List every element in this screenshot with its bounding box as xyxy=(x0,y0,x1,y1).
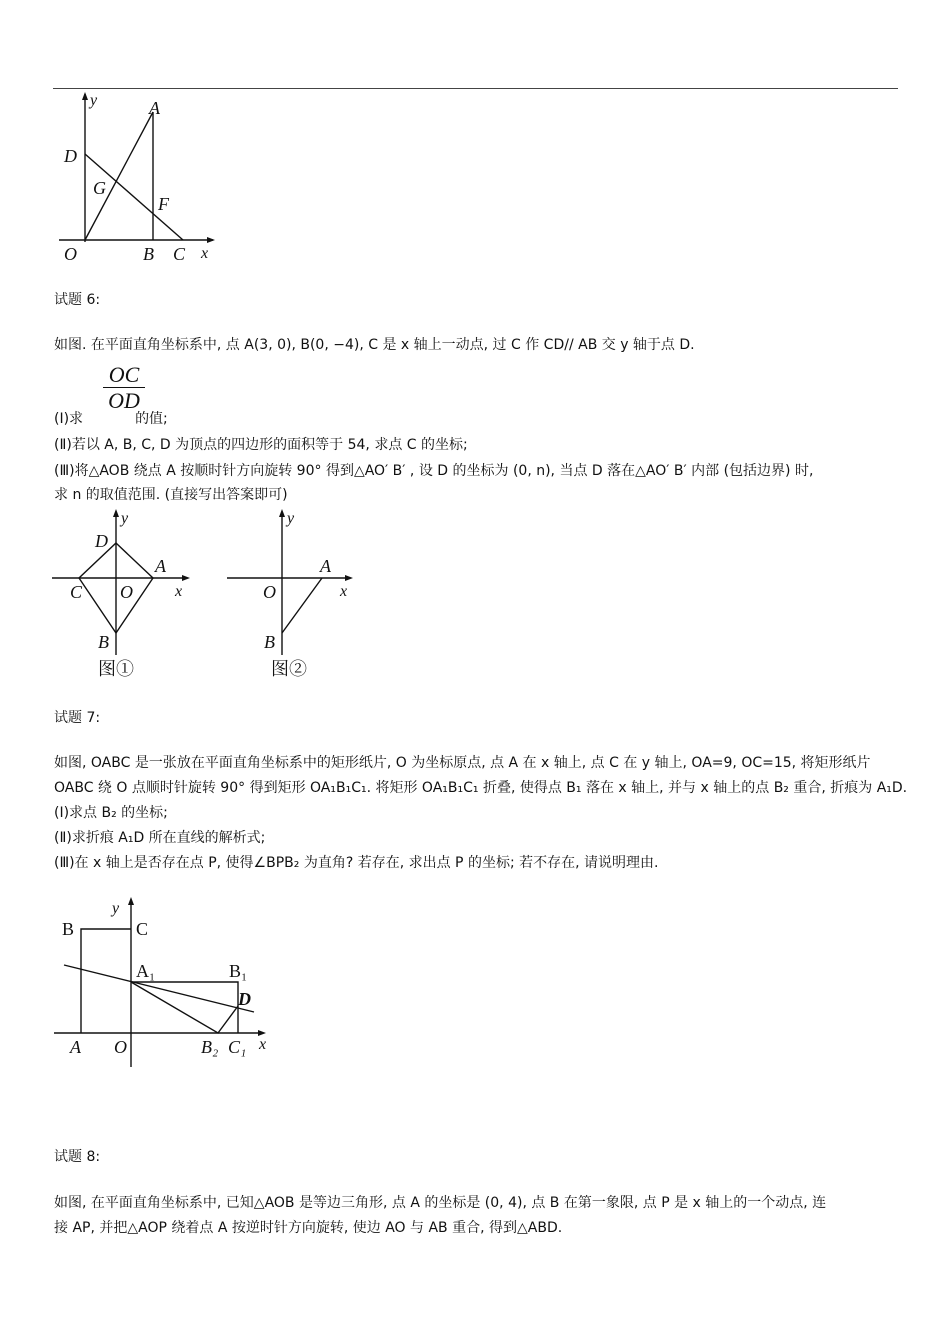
label-x: x xyxy=(175,583,183,600)
q6-line-2 xyxy=(54,410,168,428)
segment-ab xyxy=(282,578,322,633)
q7-line-3: (Ⅰ)求点 B₂ 的坐标; xyxy=(54,805,168,821)
label-c: C xyxy=(70,582,83,602)
label-a: A xyxy=(149,98,160,118)
y-arrow xyxy=(82,92,88,100)
fraction-numerator: OC xyxy=(108,362,140,387)
segment-oa xyxy=(85,112,153,240)
q7-heading: 试题 7: xyxy=(54,710,101,726)
q7-line-1: 如图, OABC 是一张放在平面直角坐标系中的矩形纸片, O 为坐标原点, 点 A 在 x 轴上, 点 C 在 y 轴上, OA=9, OC=15, 将矩形纸片 xyxy=(54,755,871,771)
q8-line-2: 接 AP, 并把△AOP 绕着点 A 按逆时针方向旋转, 使边 AO 与 AB 重合, 得到△ABD. xyxy=(54,1220,563,1236)
x-arrow xyxy=(182,575,190,581)
label-b: B xyxy=(98,632,109,652)
label-c1: C₁ xyxy=(228,1037,247,1057)
label-a: A xyxy=(155,556,166,576)
q6-line-5: 求 n 的取值范围. (直接写出答案即可) xyxy=(54,487,288,503)
q6-line-4: (Ⅲ)将△AOB 绕点 A 按顺时针方向旋转 90° 得到△AO′ B′ , 设 D 的坐标为 (0, n), 当点 D 落在△AO′ B′ 内部 (包括边界) 时, xyxy=(54,463,814,479)
label-c: C xyxy=(173,244,186,264)
label-g: G xyxy=(93,178,106,198)
y-arrow xyxy=(113,509,119,517)
q6-line-2-prefix: (Ⅰ)求 xyxy=(54,411,84,427)
label-a: A xyxy=(320,556,331,576)
q7-line-5: (Ⅲ)在 x 轴上是否存在点 P, 使得∠BPB₂ 为直角? 若存在, 求出点 P 的坐标; 若不存在, 请说明理由. xyxy=(54,855,659,871)
label-d: D xyxy=(64,146,77,166)
label-x: x xyxy=(259,1036,267,1053)
label-a1: A₁ xyxy=(136,961,156,981)
label-o: O xyxy=(120,582,133,602)
label-y: y xyxy=(90,92,98,109)
label-d: D xyxy=(95,531,108,551)
figure-q5 xyxy=(55,90,220,265)
x-arrow xyxy=(345,575,353,581)
caption-figure-1: 图① xyxy=(98,659,134,679)
label-b: B xyxy=(62,919,75,939)
label-y: y xyxy=(287,510,295,527)
figure-q7-svg xyxy=(52,895,272,1073)
fold-line-a1d xyxy=(64,965,254,1012)
label-d: D xyxy=(238,989,251,1009)
label-o: O xyxy=(263,582,276,602)
q6-heading: 试题 6: xyxy=(54,292,101,308)
caption-figure-2: 图② xyxy=(271,659,307,679)
q8-heading: 试题 8: xyxy=(54,1149,101,1165)
top-rule xyxy=(53,88,898,89)
fraction-denominator: OD xyxy=(108,388,140,413)
label-x: x xyxy=(340,583,348,600)
rectangle-oa1b1c1 xyxy=(131,982,238,1033)
label-b1: B₁ xyxy=(229,961,248,981)
label-o: O xyxy=(114,1037,127,1057)
y-arrow xyxy=(128,897,134,905)
figure-q5-svg xyxy=(55,90,220,265)
figure-q6-a-svg xyxy=(52,505,197,683)
label-b2: B₂ xyxy=(201,1037,219,1057)
q7-line-4: (Ⅱ)求折痕 A₁D 所在直线的解析式; xyxy=(54,830,266,846)
figure-q6-a xyxy=(52,505,197,683)
q8-line-1: 如图, 在平面直角坐标系中, 已知△AOB 是等边三角形, 点 A 的坐标是 (0, 4), 点 B 在第一象限, 点 P 是 x 轴上的一个动点, 连 xyxy=(54,1195,827,1211)
q6-fraction xyxy=(103,364,145,412)
x-arrow xyxy=(207,237,215,243)
figure-q6-b-svg xyxy=(225,505,360,683)
label-b: B xyxy=(264,632,275,652)
rectangle-oabc xyxy=(81,929,131,1033)
q6-line-3: (Ⅱ)若以 A, B, C, D 为顶点的四边形的面积等于 54, 求点 C 的坐标; xyxy=(54,437,468,453)
label-c: C xyxy=(136,919,149,939)
folded-triangle xyxy=(131,982,238,1033)
label-b: B xyxy=(143,244,154,264)
label-y: y xyxy=(121,510,129,527)
q6-line-1: 如图. 在平面直角坐标系中, 点 A(3, 0), B(0, −4), C 是 x 轴上一动点, 过 C 作 CD// AB 交 y 轴于点 D. xyxy=(54,337,695,353)
label-f: F xyxy=(158,194,169,214)
label-a: A xyxy=(70,1037,81,1057)
label-x: x xyxy=(201,245,209,262)
label-o: O xyxy=(64,244,77,264)
figure-q7 xyxy=(52,895,272,1073)
q6-line-2-suffix: 的值; xyxy=(135,411,168,427)
figure-q6-b xyxy=(225,505,360,683)
label-y: y xyxy=(112,900,120,917)
q7-line-2: OABC 绕 O 点顺时针旋转 90° 得到矩形 OA₁B₁C₁. 将矩形 OA₁B₁C₁ 折叠, 使得点 B₁ 落在 x 轴上, 并与 x 轴上的点 B₂ 重合, 折痕为 A₁D. xyxy=(54,780,908,796)
y-arrow xyxy=(279,509,285,517)
